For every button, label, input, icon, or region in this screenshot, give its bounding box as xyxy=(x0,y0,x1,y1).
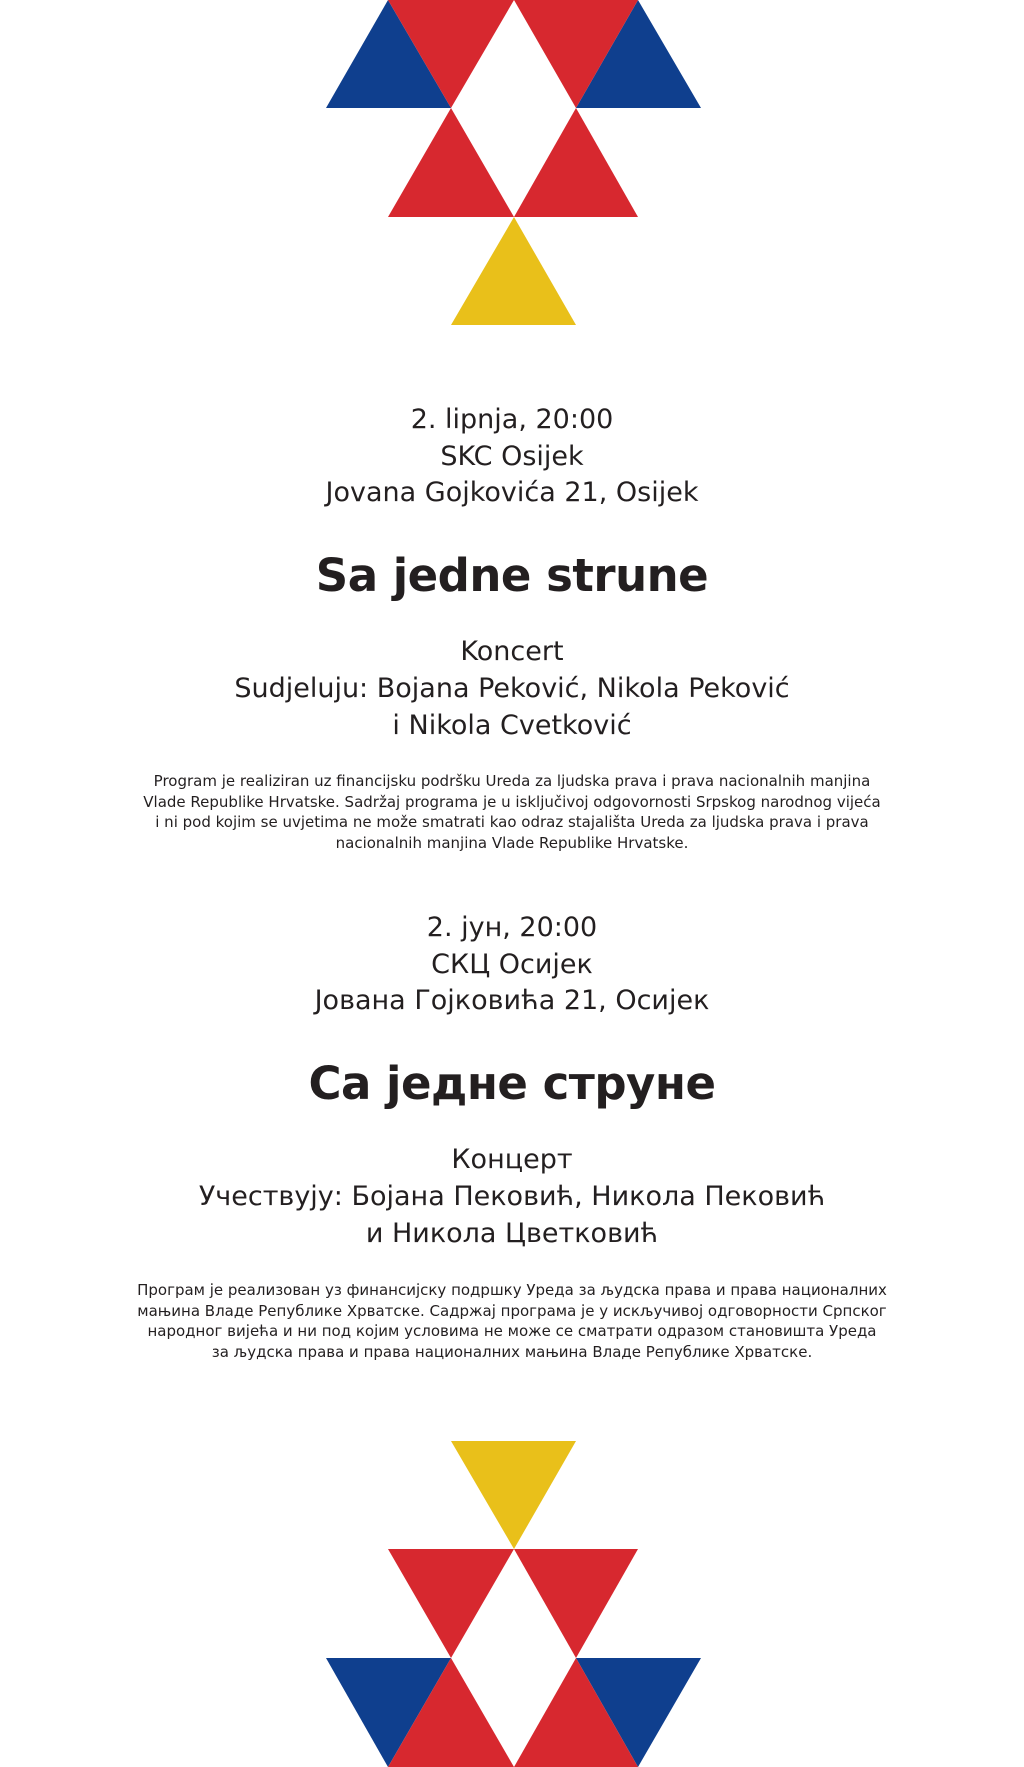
cyrillic-venue: СКЦ Осијек xyxy=(431,948,593,980)
yellow-triangle xyxy=(451,217,576,325)
cyrillic-event-info xyxy=(0,910,1024,1020)
red-triangle-left xyxy=(388,108,514,217)
latin-event-type: Koncert xyxy=(460,636,564,667)
latin-disclaimer-line: Program je realiziran uz financijsku podršku Ureda za ljudska prava i prava nacionalnih manjina xyxy=(153,772,871,790)
latin-performers-line-2: i Nikola Cvetković xyxy=(392,710,632,741)
cyrillic-disclaimer-line: Програм је реализован уз финансијску подршку Уреда за људска права и права националних xyxy=(137,1281,887,1299)
latin-address: Jovana Gojkovića 21, Osijek xyxy=(325,477,699,508)
latin-disclaimer-line: Vlade Republike Hrvatske. Sadržaj programa je u isključivoj odgovornosti Srpskog narodnog vijeća xyxy=(143,792,881,811)
cyrillic-disclaimer-line: мањина Владе Републике Хрватске. Садржај програма је у искључивој одговорности Српског xyxy=(137,1301,887,1320)
cyrillic-disclaimer-line: народног вијећа и ни под којим условима не може се сматрати одразом становишта Уреда xyxy=(147,1322,877,1340)
cyrillic-event-details xyxy=(0,1141,1024,1252)
cyrillic-disclaimer-line: за људска права и права националних мањина Владе Републике Хрватске. xyxy=(211,1342,813,1361)
latin-disclaimer-line: i ni pod kojim se uvjetima ne može smatrati kao odraz stajališta Ureda za ljudska prava i prava xyxy=(155,813,869,831)
bottom-triangle-ornament xyxy=(0,1441,1024,1767)
latin-event-title: Sa jedne strune xyxy=(315,549,709,602)
red-triangle-right xyxy=(514,108,638,217)
latin-event-details xyxy=(0,633,1024,744)
latin-event-info xyxy=(0,402,1024,512)
top-triangle-ornament xyxy=(0,0,1024,330)
latin-disclaimer xyxy=(0,771,1024,853)
yellow-inverted-triangle xyxy=(451,1441,576,1549)
cyrillic-address: Јована Гојковића 21, Осијек xyxy=(314,985,710,1016)
latin-disclaimer-line: nacionalnih manjina Vlade Republike Hrvatske. xyxy=(335,833,689,852)
latin-date-time: 2. lipnja, 20:00 xyxy=(410,404,614,435)
red-inverted-triangle-left xyxy=(388,1549,514,1658)
cyrillic-disclaimer xyxy=(0,1280,1024,1362)
red-inverted-triangle-right xyxy=(514,1549,638,1658)
cyrillic-performers-line-2: и Никола Цветковић xyxy=(365,1218,659,1249)
latin-venue: SKC Osijek xyxy=(440,440,584,472)
cyrillic-performers-line-1: Учествују: Бојана Пековић, Никола Пековић xyxy=(198,1181,826,1212)
cyrillic-event-title: Са једне струне xyxy=(308,1057,716,1110)
latin-performers-line-1: Sudjeluju: Bojana Peković, Nikola Peković xyxy=(234,673,790,704)
cyrillic-date-time: 2. јун, 20:00 xyxy=(426,912,598,943)
cyrillic-event-type: Концерт xyxy=(451,1144,573,1175)
